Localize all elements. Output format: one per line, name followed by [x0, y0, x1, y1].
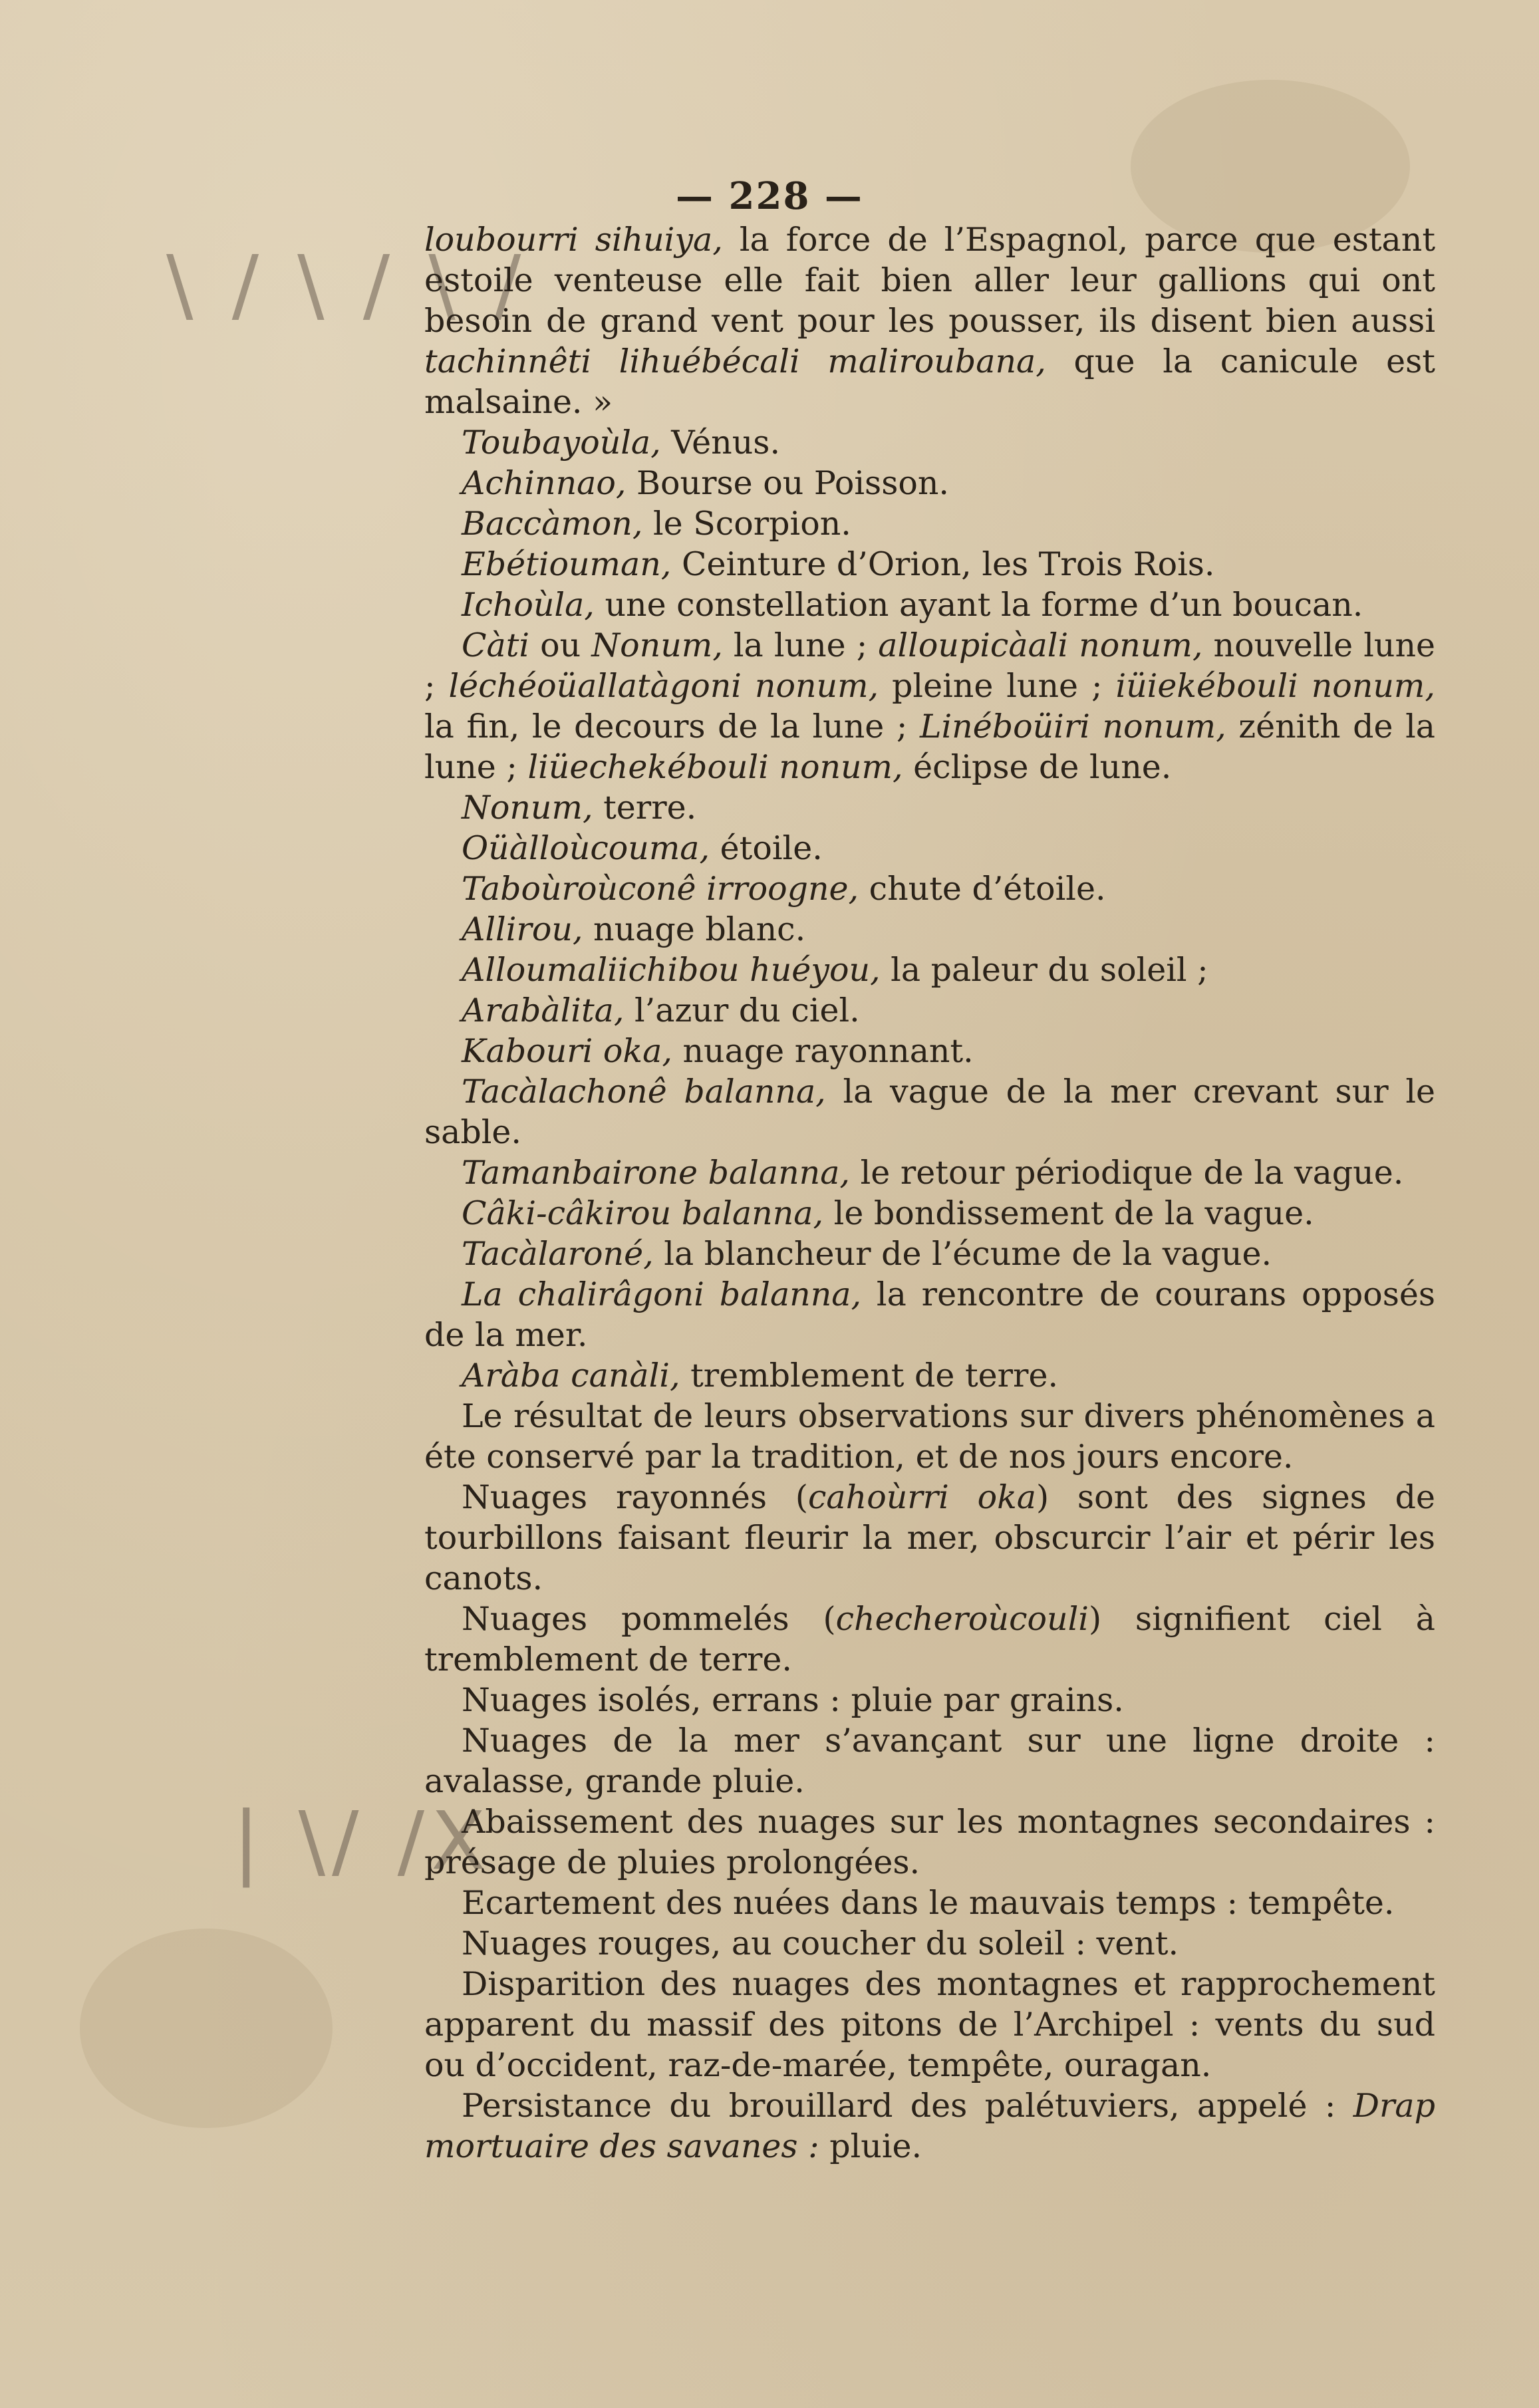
paragraph — [424, 463, 1435, 503]
caribbean-term: Ichoùla, — [462, 586, 595, 624]
paragraph — [424, 909, 1435, 950]
caribbean-term: alloupicàali nonum, — [878, 626, 1203, 664]
paragraph — [424, 1477, 1435, 1599]
paper-stain — [80, 1929, 333, 2128]
caribbean-term: loubourri sihuiya, — [424, 221, 723, 259]
text-run: Persistance du brouillard des palétuviers, appelé : — [462, 2087, 1353, 2125]
text-run: pleine lune ; — [879, 667, 1116, 705]
caribbean-term: Càti — [462, 626, 530, 664]
text-run: Abaissement des nuages sur les montagnes secondaires : présage de pluies prolongées. — [424, 1803, 1435, 1881]
text-run: la vague de la mer crevant sur le sable. — [424, 1073, 1436, 1151]
text-run: éclipse de lune. — [903, 748, 1172, 786]
text-run: la paleur du soleil ; — [880, 951, 1208, 989]
text-run: nouvelle lune ; — [424, 626, 1436, 705]
caribbean-term: Linéboüiri nonum, — [919, 708, 1226, 745]
caribbean-term: Aràba canàli, — [462, 1357, 680, 1395]
caribbean-term: liüechekébouli nonum, — [527, 748, 903, 786]
text-run: Disparition des nuages des montagnes et rapprochement apparent du massif des pitons de l’Archipel : vents du sud ou d’occident, raz-de-marée, tempête, ouragan. — [424, 1965, 1435, 2084]
text-run: Nuages pommelés ( — [462, 1600, 836, 1638]
text-run: terre. — [593, 789, 697, 827]
text-run: étoile. — [710, 829, 823, 867]
paragraph — [424, 1234, 1435, 1274]
paragraph — [424, 1680, 1435, 1720]
text-run: la fin, le decours de la lune ; — [424, 708, 920, 745]
paragraph — [424, 1274, 1435, 1355]
text-run: Nuages rouges, au coucher du soleil : vent. — [462, 1925, 1179, 1962]
paragraph — [424, 1152, 1435, 1193]
paragraph — [424, 990, 1435, 1031]
caribbean-term: checheroùcouli — [835, 1600, 1089, 1638]
body-text — [424, 219, 1435, 2167]
paragraph — [424, 1193, 1435, 1234]
caribbean-term: Tamanbairone balanna, — [462, 1154, 851, 1192]
text-run: une constellation ayant la forme d’un boucan. — [594, 586, 1363, 624]
text-run: l’azur du ciel. — [624, 992, 860, 1029]
caribbean-term: Drap mortuaire des savanes : — [424, 2087, 1435, 2165]
paragraph — [424, 1923, 1435, 1964]
text-run: ou — [529, 626, 592, 664]
text-run: ) signifient ciel à tremblement de terre. — [424, 1600, 1435, 1678]
text-run: chute d’étoile. — [859, 870, 1106, 908]
caribbean-term: Nonum, — [462, 789, 593, 827]
paragraph — [424, 1802, 1435, 1883]
caribbean-term: tachinnêti lihuébécali maliroubana, — [424, 342, 1046, 380]
text-run: la rencontre de courans opposés de la mer. — [424, 1275, 1435, 1354]
paragraph — [424, 2085, 1435, 2167]
text-run: Le résultat de leurs observations sur divers phénomènes a éte conservé par la tradition, et de nos jours encore. — [424, 1397, 1435, 1476]
paragraph — [424, 1071, 1435, 1152]
caribbean-term: Taboùroùconê irroogne, — [462, 870, 859, 908]
caribbean-term: La chalirâgoni balanna, — [462, 1275, 862, 1313]
paragraph — [424, 1599, 1435, 1680]
paragraph — [424, 219, 1435, 422]
text-run: la blancheur de l’écume de la vague. — [653, 1235, 1272, 1273]
paragraph — [424, 950, 1435, 990]
margin-pencil-mark: \ / \ / \ / — [166, 239, 528, 332]
paragraph — [424, 1964, 1435, 2085]
text-run: ) sont des signes de tourbillons faisant fleurir la mer, obscurcir l’air et périr les canots. — [424, 1478, 1436, 1597]
text-run: tremblement de terre. — [680, 1357, 1059, 1395]
paragraph — [424, 625, 1435, 787]
text-run: la lune ; — [722, 626, 879, 664]
paragraph — [424, 1031, 1435, 1071]
text-run: Ecartement des nuées dans le mauvais temps : tempête. — [462, 1884, 1395, 1922]
caribbean-term: Toubayoùla, — [462, 424, 661, 462]
margin-pencil-mark: | \/ /X — [233, 1796, 493, 1888]
caribbean-term: Arabàlita, — [462, 992, 625, 1029]
text-run: Bourse ou Poisson. — [626, 464, 949, 502]
page-number: — 228 — — [676, 174, 863, 218]
text-run: Nuages de la mer s’avançant sur une ligne droite : avalasse, grande pluie. — [424, 1722, 1435, 1800]
text-run: Vénus. — [660, 424, 781, 462]
caribbean-term: Baccàmon, — [462, 505, 643, 543]
paragraph — [424, 1883, 1435, 1923]
text-run: la force de l’Espagnol, parce que estant estoile venteuse elle fait bien aller leur gallions qui ont besoin de grand vent pour les pousser, ils disent bien aussi — [424, 221, 1436, 340]
paragraph — [424, 585, 1435, 625]
caribbean-term: cahoùrri oka — [807, 1478, 1036, 1516]
caribbean-term: Tacàlaroné, — [462, 1235, 654, 1273]
caribbean-term: léchéoüallatàgoni nonum, — [448, 667, 879, 705]
caribbean-term: Ebétiouman, — [462, 545, 672, 583]
text-run: Nuages rayonnés ( — [462, 1478, 808, 1516]
text-run: que la canicule est malsaine. » — [424, 342, 1435, 421]
text-run: nuage blanc. — [583, 910, 806, 948]
text-run: pluie. — [819, 2127, 922, 2165]
text-run: Nuages isolés, errans : pluie par grains. — [462, 1681, 1124, 1719]
paragraph — [424, 787, 1435, 828]
text-run: nuage rayonnant. — [672, 1032, 974, 1070]
paragraph — [424, 869, 1435, 909]
caribbean-term: Achinnao, — [462, 464, 627, 502]
paragraph — [424, 1720, 1435, 1802]
text-run: le bondissement de la vague. — [823, 1194, 1314, 1232]
paragraph — [424, 1355, 1435, 1396]
caribbean-term: Oüàlloùcouma, — [462, 829, 710, 867]
paragraph — [424, 1396, 1435, 1477]
caribbean-term: Nonum, — [591, 626, 723, 664]
text-run: le retour périodique de la vague. — [850, 1154, 1404, 1192]
caribbean-term: iüiekébouli nonum, — [1115, 667, 1435, 705]
caribbean-term: Alloumaliichibou huéyou, — [462, 951, 881, 989]
text-run: zénith de la lune ; — [424, 708, 1435, 786]
caribbean-term: Câki-câkirou balanna, — [462, 1194, 824, 1232]
paragraph — [424, 422, 1435, 463]
text-run: le Scorpion. — [642, 505, 851, 543]
caribbean-term: Allirou, — [462, 910, 583, 948]
paragraph — [424, 503, 1435, 544]
caribbean-term: Tacàlachonê balanna, — [462, 1073, 826, 1111]
paragraph — [424, 544, 1435, 585]
text-run: Ceinture d’Orion, les Trois Rois. — [671, 545, 1215, 583]
paragraph — [424, 828, 1435, 869]
caribbean-term: Kabouri oka, — [462, 1032, 672, 1070]
